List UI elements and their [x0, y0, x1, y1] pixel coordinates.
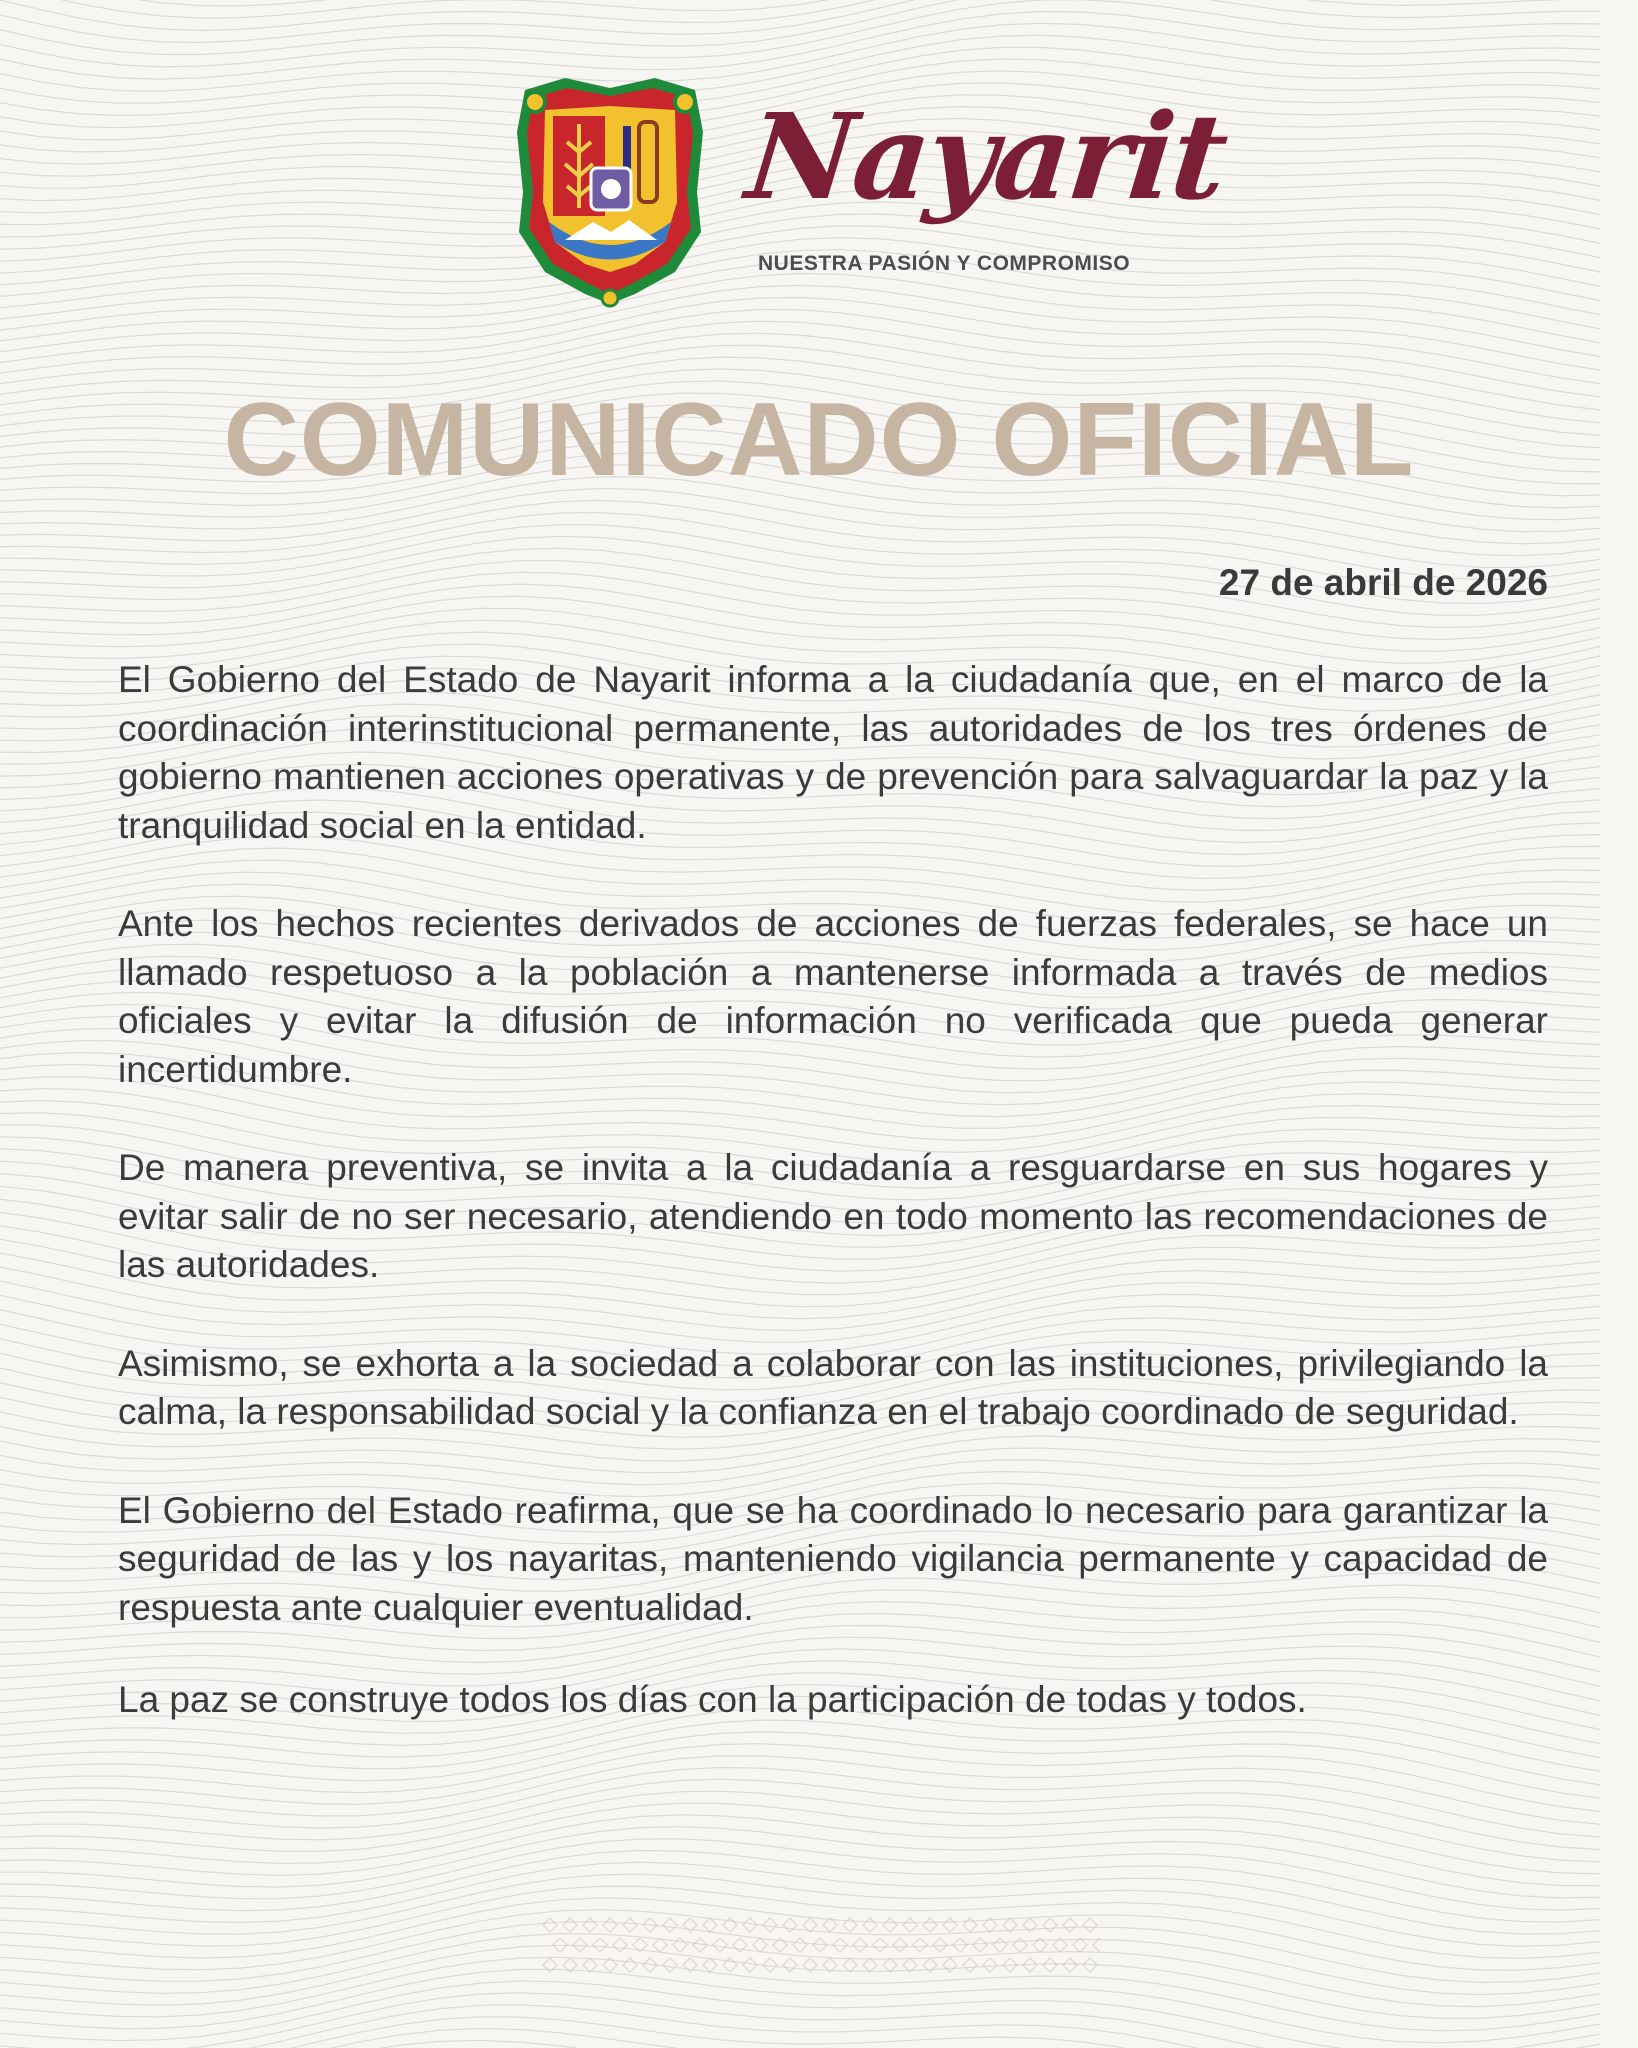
document-body — [118, 656, 1548, 1725]
header — [0, 0, 1638, 340]
decorative-pattern — [540, 1915, 1100, 1975]
paragraph: De manera preventiva, se invita a la ciudadanía a resguardarse en sus hogares y evitar salir de no ser necesario, atendiendo en todo momento las recomendaciones de las autoridades. — [118, 1147, 1548, 1285]
paragraph: El Gobierno del Estado reafirma, que se ha coordinado lo necesario para garantizar la seguridad de las y los nayaritas, manteniendo vigilancia permanente y capacidad de respuesta ante cualquier eventualidad. — [118, 1489, 1548, 1628]
nayarit-coat-of-arms-icon — [505, 72, 715, 308]
page-title: COMUNICADO OFICIAL — [223, 382, 1415, 498]
brand-tagline: NUESTRA PASIÓN Y COMPROMISO — [758, 252, 1131, 275]
brand-wordmark — [740, 87, 1233, 298]
document-date: 27 de abril de 2026 — [1218, 562, 1548, 603]
paragraph: Ante los hechos recientes derivados de acciones de fuerzas federales, se hace un llamado respetuoso a la población a mantenerse informada a través de medios oficiales y evitar la difusión de información no verificada que pueda generar incertidumbre. — [118, 903, 1548, 1090]
paragraph: El Gobierno del Estado de Nayarit informa a la ciudadanía que, en el marco de la coordinación interinstitucional permanente, las autoridades de los tres órdenes de gobierno mantienen acciones operativas y de prevención para salvaguardar la paz y la tranquilidad social en la entidad. — [118, 659, 1548, 846]
paragraph: Asimismo, se exhorta a la sociedad a colaborar con las instituciones, privilegiando la calma, la responsabilidad social y la confianza en el trabajo coordinado de seguridad. — [118, 1342, 1548, 1432]
brand-name: Nayarit — [740, 87, 1233, 226]
closing-paragraph: La paz se construye todos los días con la participación de todas y todos. — [118, 1679, 1307, 1720]
